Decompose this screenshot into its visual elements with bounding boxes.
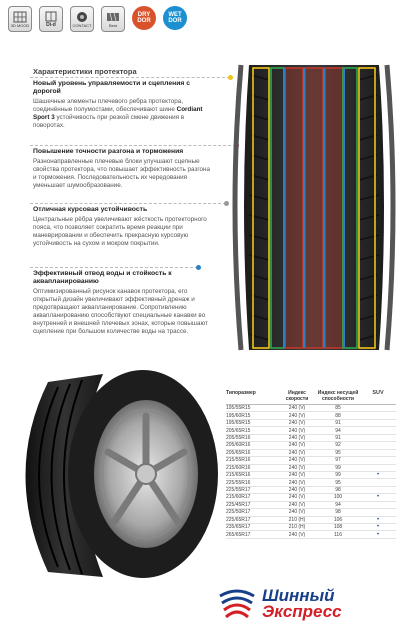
table-row [226, 442, 396, 449]
feature-badges [8, 6, 187, 32]
cell-speed-index: 240 (V) [288, 487, 306, 494]
cell-load-index: 106 [333, 516, 343, 523]
table-row [226, 487, 396, 494]
table-row [226, 531, 396, 538]
cell-size: 225/45R17 [226, 501, 251, 508]
best-badge [101, 6, 125, 32]
dry-road-icon: DRY DOR [137, 12, 151, 24]
logo-text [262, 588, 342, 620]
feature-title: Эффективный отвод воды и стойкость к аквапланированию [33, 270, 172, 285]
feature-title: Отличная курсовая устойчивость [33, 206, 148, 213]
cell-speed-index: 240 (V) [288, 479, 306, 486]
feature-pointer [30, 203, 226, 204]
feature-pointer [30, 145, 236, 146]
cell-speed-index: 240 (V) [288, 420, 306, 427]
cell-size: 195/55R15 [226, 405, 251, 412]
cell-speed-index: 240 (V) [288, 449, 306, 456]
cell-size: 205/65R16 [226, 449, 251, 456]
dry-dor-badge [132, 6, 156, 30]
cell-speed-index: 240 (V) [288, 531, 306, 538]
cell-load-index: 95 [335, 479, 341, 486]
wet-road-icon: WET DOR [168, 12, 182, 24]
table-row [226, 494, 396, 501]
table-row [226, 472, 396, 479]
table-row [226, 435, 396, 442]
header-size: Типоразмер [226, 390, 256, 396]
cell-load-index: 98 [335, 487, 341, 494]
table-row [226, 517, 396, 524]
feature-aquaplaning [33, 270, 215, 336]
cell-load-index: 99 [335, 472, 341, 479]
table-row [226, 502, 396, 509]
cell-suv: • [376, 531, 380, 538]
table-row [226, 450, 396, 457]
di-d-badge [39, 6, 63, 32]
cell-speed-index: 240 (V) [288, 434, 306, 441]
tread-pattern-illustration [229, 60, 399, 355]
feature-text: Разнонаправленные плечевые блоки улучшают сцепные свойства протектора, что повышает эффективность разгона и торможения. Последовательность их чередования уменьшает шумообразование. [33, 158, 210, 189]
cell-load-index: 98 [335, 509, 341, 516]
wet-dor-badge [163, 6, 187, 30]
size-table [226, 390, 396, 539]
cell-size: 265/65R17 [226, 531, 251, 538]
cell-size: 195/65R15 [226, 420, 251, 427]
table-row [226, 427, 396, 434]
cell-suv: • [376, 472, 380, 479]
cell-load-index: 92 [335, 442, 341, 449]
contact-badge [70, 6, 94, 32]
cell-load-index: 108 [333, 524, 343, 531]
cell-size: 205/65R15 [226, 427, 251, 434]
cell-size: 215/65R16 [226, 472, 251, 479]
cell-size: 225/55R16 [226, 479, 251, 486]
cell-load-index: 95 [335, 449, 341, 456]
feature-stability [33, 206, 215, 248]
table-row [226, 420, 396, 427]
tread-block-icon [106, 11, 120, 23]
cell-size: 235/65R17 [226, 524, 251, 531]
table-row [226, 405, 396, 412]
table-row [226, 412, 396, 419]
logo-swoosh-icon [218, 584, 256, 624]
tire-photo [8, 362, 220, 587]
cell-speed-index: 240 (V) [288, 405, 306, 412]
cell-speed-index: 240 (V) [288, 472, 306, 479]
badge-caption: CONTACT [72, 22, 92, 28]
header-load-index: Индекс несущей способности [317, 390, 359, 402]
feature-acceleration [33, 148, 215, 190]
cell-speed-index: 240 (V) [288, 494, 306, 501]
3d-mood-badge [8, 6, 32, 32]
cell-size: 225/50R17 [226, 509, 251, 516]
cell-size: 205/60R16 [226, 442, 251, 449]
cell-load-index: 88 [335, 412, 341, 419]
cell-load-index: 91 [335, 420, 341, 427]
cell-speed-index: 240 (V) [288, 442, 306, 449]
cell-load-index: 94 [335, 501, 341, 508]
shinny-express-logo [218, 584, 342, 624]
contact-icon [75, 11, 89, 23]
cell-speed-index: 240 (V) [288, 509, 306, 516]
cell-speed-index: 240 (V) [288, 427, 306, 434]
badge-caption: Di-d [46, 21, 56, 28]
cell-size: 225/55R17 [226, 487, 251, 494]
cell-suv: • [376, 524, 380, 531]
table-row [226, 479, 396, 486]
table-row [226, 465, 396, 472]
cell-size: 215/60R16 [226, 464, 251, 471]
cell-speed-index: 240 (V) [288, 501, 306, 508]
header-suv: SUV [372, 390, 384, 396]
header-speed-index: Индекс скорости [285, 390, 309, 402]
feature-text: Шашечные элементы плечевого ребра протектора, соединённые полумостами, обеспечивают шине Cordiant Sport 3 устойчивость при резкой смене движения в поворотах. [33, 98, 203, 129]
cell-load-index: 99 [335, 464, 341, 471]
grid-icon [44, 11, 58, 23]
feature-handling [33, 80, 215, 130]
feature-title: Повышение точности разгона и торможения [33, 148, 184, 155]
cell-load-index: 94 [335, 427, 341, 434]
badge-caption: Best [108, 22, 117, 28]
feature-pointer [30, 77, 230, 78]
table-row [226, 509, 396, 516]
feature-text: Оптимизированный рисунок канавок протектора, его открытый дизайн увеличивают эффективный дренаж и предотвращают аквапланирование. Сопротивлению аквапланированию способствуют специальные канавки во внутренней и внешней плечевых зонах, которые повышают сцепление при большом количестве воды на трассе. [33, 288, 208, 335]
cell-suv: • [376, 516, 380, 523]
table-header [226, 390, 396, 405]
cell-speed-index: 210 (H) [288, 524, 306, 531]
cell-load-index: 116 [334, 531, 342, 538]
table-row [226, 524, 396, 531]
cell-load-index: 100 [333, 494, 343, 501]
cell-size: 215/55R16 [226, 457, 251, 464]
table-row [226, 457, 396, 464]
cell-load-index: 85 [335, 405, 341, 412]
section-title: Характеристики протектора [33, 67, 137, 76]
cell-size: 225/65R17 [226, 516, 251, 523]
grid-cube-icon [13, 11, 27, 23]
cell-size: 215/60R17 [226, 494, 251, 501]
feature-pointer [30, 267, 198, 268]
cell-size: 205/55R16 [226, 434, 251, 441]
cell-speed-index: 240 (V) [288, 457, 306, 464]
logo-line-2: Экспресс [262, 602, 342, 621]
logo-line-1: Шинный [262, 586, 335, 605]
cell-suv: • [376, 494, 380, 501]
feature-text: Центральные рёбра увеличивают жёсткость протекторного пояса, что позволяет сократить время реакции при маневрировании и обеспечить прекрасную курсовую устойчивость на сухом и мокром покрытии. [33, 216, 207, 247]
cell-speed-index: 210 (H) [288, 516, 306, 523]
cell-size: 195/60R15 [226, 412, 251, 419]
cell-speed-index: 240 (V) [288, 464, 306, 471]
cell-speed-index: 240 (V) [288, 412, 306, 419]
cell-load-index: 91 [335, 434, 341, 441]
cell-load-index: 97 [335, 457, 341, 464]
feature-title: Новый уровень управляемости и сцепления с дорогой [33, 80, 191, 95]
badge-caption: 3D MOOD [10, 22, 30, 28]
table-body [226, 405, 396, 539]
